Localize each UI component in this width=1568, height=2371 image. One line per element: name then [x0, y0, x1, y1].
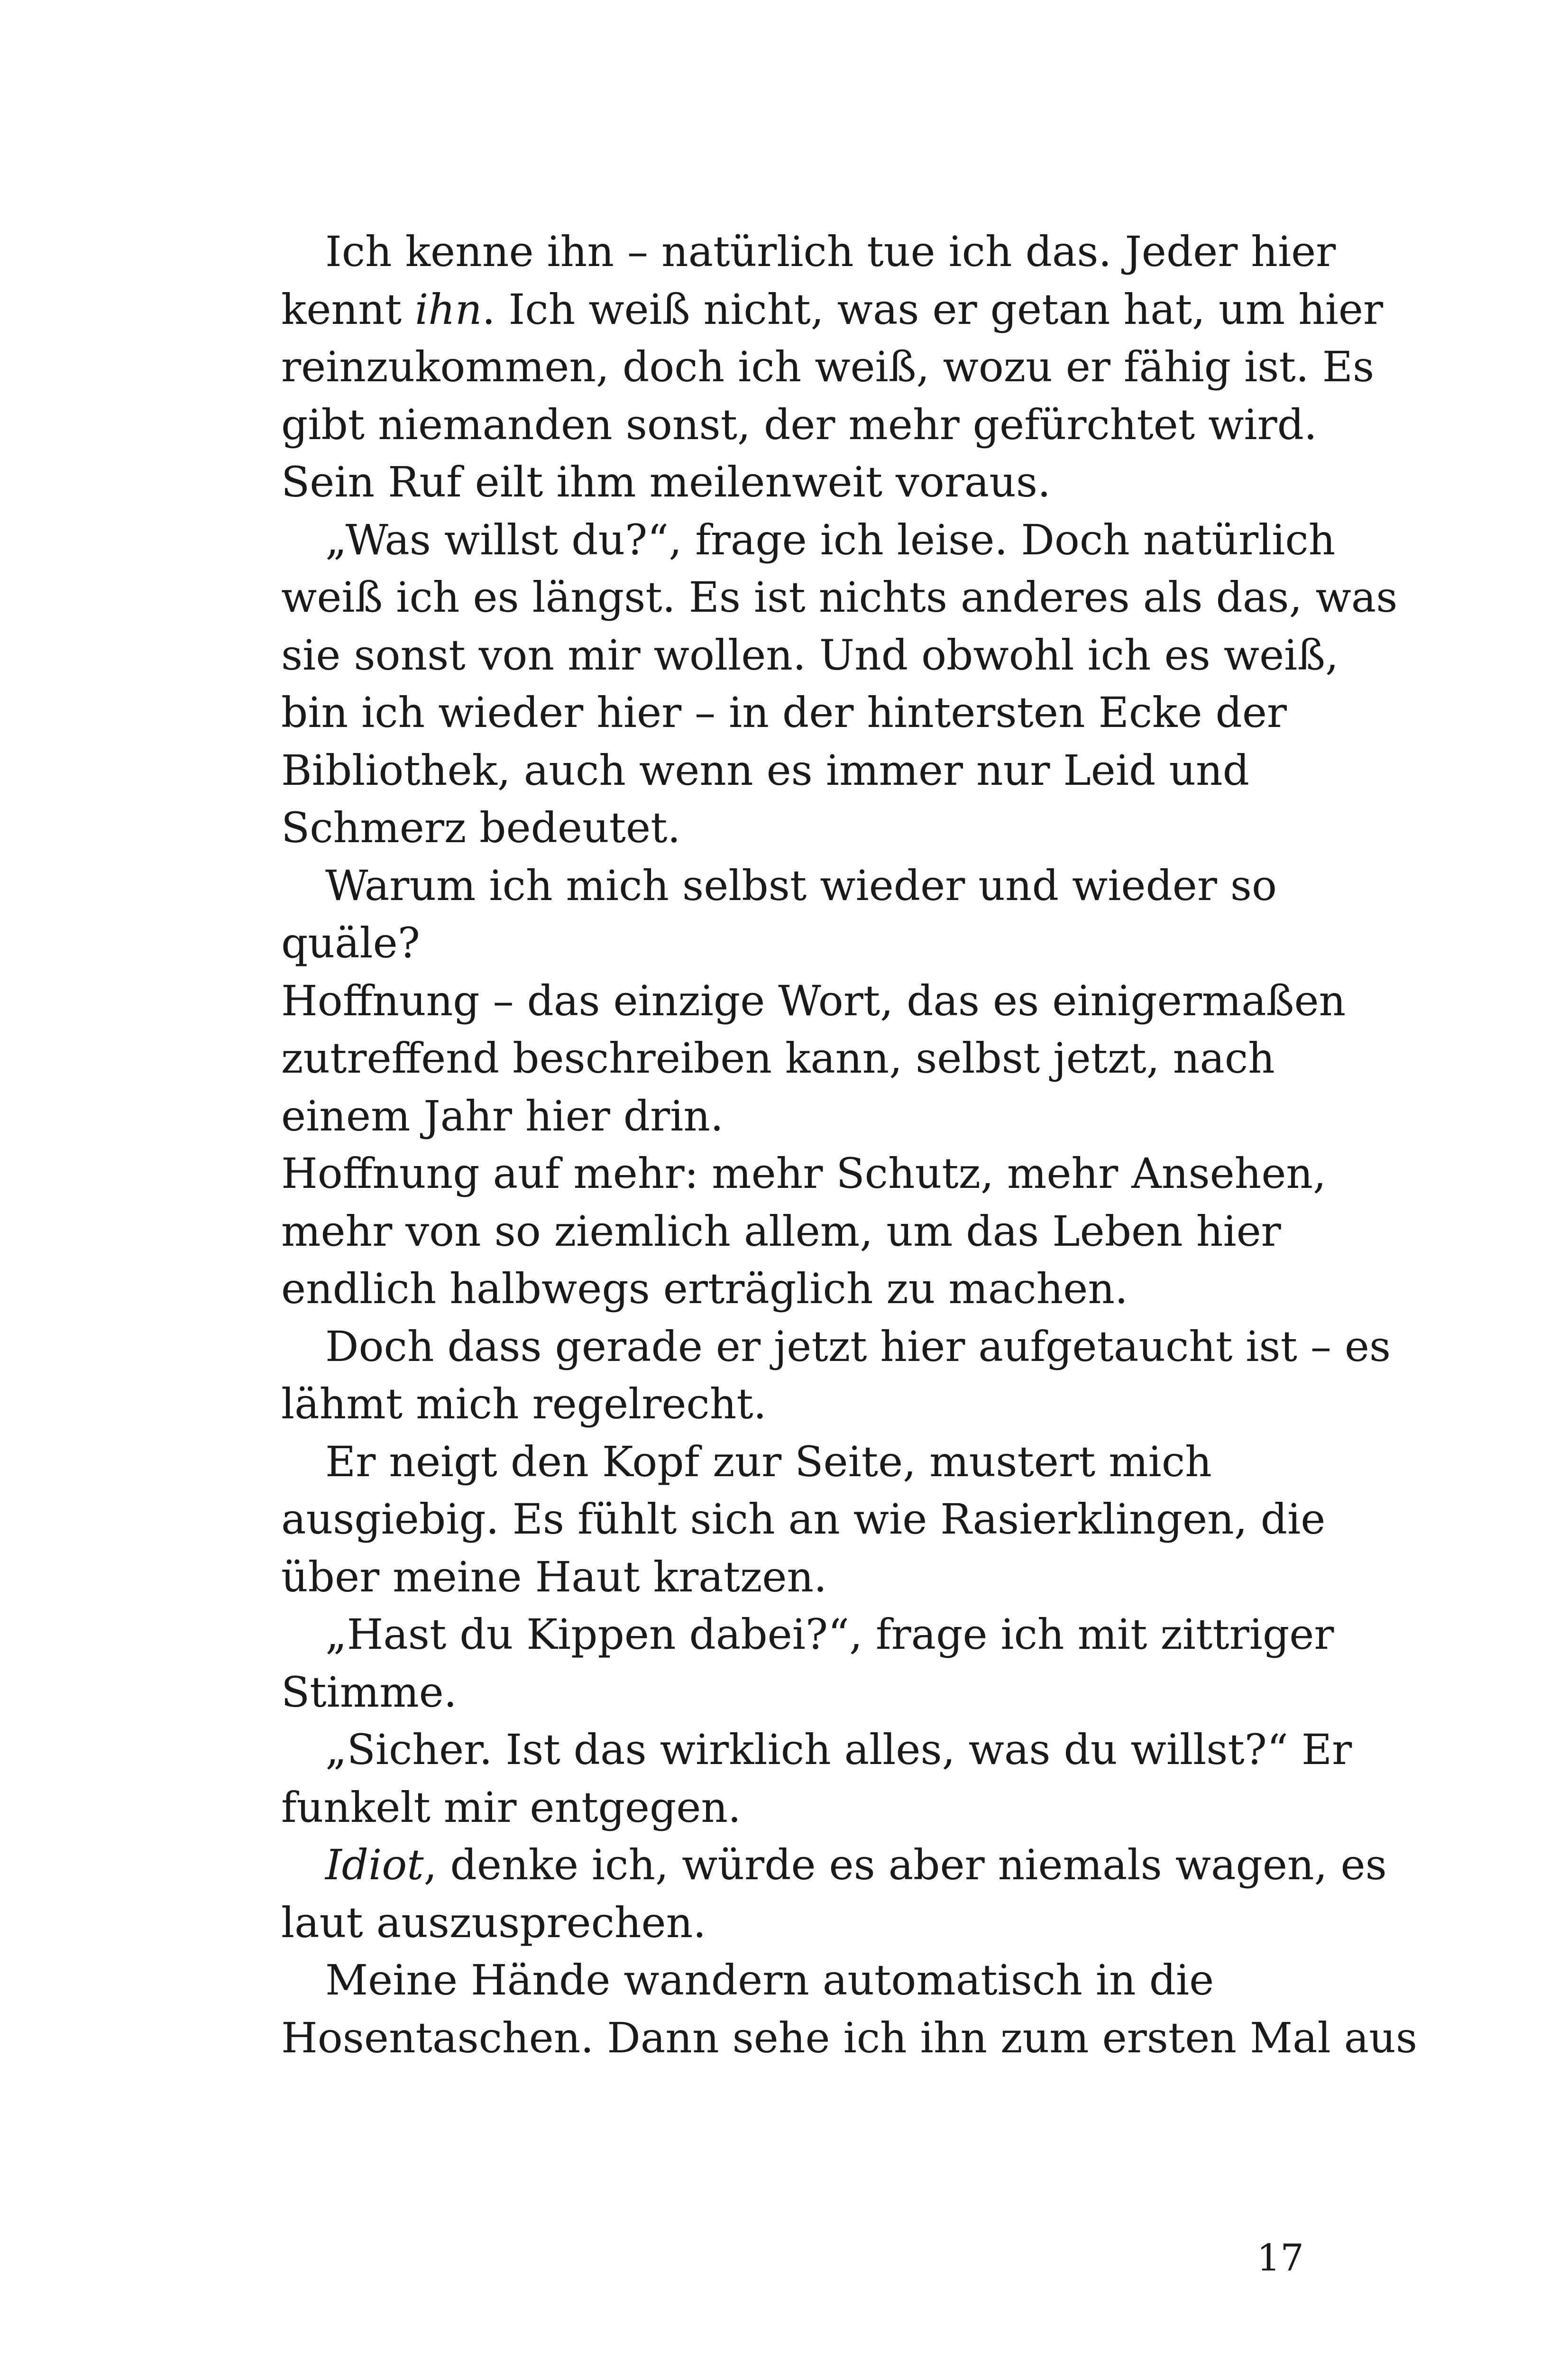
- emphasis-text: Idiot: [325, 1840, 424, 1889]
- text-segment: zutreffend beschreiben kann, selbst jetzt, nach: [281, 1034, 1275, 1083]
- text-line: [281, 1318, 1391, 1376]
- text-line: [281, 972, 1346, 1030]
- text-line: [281, 1490, 1343, 1548]
- text-segment: mehr von so ziemlich allem, um das Leben hier: [281, 1206, 1281, 1256]
- text-line: [281, 1260, 1343, 1318]
- text-line: [281, 684, 1343, 742]
- text-line: [281, 1145, 1343, 1203]
- text-segment: Stimme.: [281, 1667, 457, 1717]
- body-text: [281, 223, 1417, 2067]
- text-segment: Ich kenne ihn – natürlich tue ich das. Jeder hier: [325, 227, 1336, 276]
- text-segment: Hoffnung – das einzige Wort, das es einigermaßen: [281, 976, 1346, 1025]
- text-line: [281, 1087, 1343, 1145]
- text-line: [281, 1375, 1343, 1433]
- text-line: [281, 742, 1343, 800]
- text-segment: . Ich weiß nicht, was er getan hat, um hier: [482, 285, 1384, 334]
- text-segment: „Was willst du?“, frage ich leise. Doch natürlich: [325, 515, 1336, 564]
- text-segment: Bibliothek, auch wenn es immer nur Leid und: [281, 745, 1250, 795]
- text-line: [281, 1606, 1343, 1663]
- text-segment: laut auszusprechen.: [281, 1898, 706, 1947]
- text-segment: weiß ich es längst. Es ist nichts anderes als das, was: [281, 573, 1398, 622]
- text-line: [281, 857, 1343, 915]
- text-line: [281, 1894, 1343, 1952]
- text-segment: lähmt mich regelrecht.: [281, 1379, 767, 1428]
- text-segment: , denke ich, würde es aber niemals wagen, es: [423, 1840, 1387, 1889]
- text-segment: Sein Ruf eilt ihm meilenweit voraus.: [281, 458, 1051, 506]
- text-segment: bin ich wieder hier – in der hintersten Ecke der: [281, 688, 1287, 737]
- text-segment: Hosentaschen. Dann sehe ich ihn zum ersten Mal aus: [281, 2013, 1417, 2062]
- text-segment: über meine Haut kratzen.: [281, 1552, 827, 1601]
- text-line: [281, 1203, 1343, 1260]
- text-line: [281, 1029, 1343, 1087]
- text-segment: quäle?: [281, 919, 420, 967]
- text-segment: Warum ich mich selbst wieder und wieder so: [325, 861, 1277, 910]
- text-segment: Er neigt den Kopf zur Seite, mustert mich: [325, 1437, 1212, 1486]
- text-line: [281, 2009, 1417, 2067]
- text-segment: sie sonst von mir wollen. Und obwohl ich es weiß,: [281, 630, 1339, 680]
- text-line: [281, 626, 1343, 684]
- text-line: [281, 281, 1384, 339]
- text-segment: gibt niemanden sonst, der mehr gefürchtet wird.: [281, 400, 1317, 449]
- text-segment: einem Jahr hier drin.: [281, 1091, 724, 1140]
- text-segment: Meine Hände wandern automatisch in die: [325, 1956, 1214, 2004]
- text-line: [281, 1779, 1343, 1837]
- text-segment: ausgiebig. Es fühlt sich an wie Rasierklingen, die: [281, 1495, 1326, 1544]
- text-segment: kennt: [281, 285, 415, 334]
- text-segment: reinzukommen, doch ich weiß, wozu er fähig ist. Es: [281, 342, 1375, 391]
- text-line: [281, 1721, 1352, 1779]
- text-segment: „Sicher. Ist das wirklich alles, was du willst?“ Er: [325, 1725, 1352, 1774]
- text-segment: Doch dass gerade er jetzt hier aufgetaucht ist – es: [325, 1322, 1391, 1371]
- text-line: [281, 799, 1343, 857]
- text-line: [281, 338, 1375, 396]
- text-line: [281, 453, 1343, 511]
- text-line: [281, 396, 1343, 454]
- page-number: 17: [1256, 2237, 1304, 2279]
- text-line: [281, 569, 1398, 626]
- text-segment: funkelt mir entgegen.: [281, 1783, 742, 1832]
- text-segment: endlich halbwegs erträglich zu machen.: [281, 1264, 1128, 1313]
- text-line: [281, 223, 1343, 281]
- text-line: [281, 914, 1343, 972]
- emphasis-text: ihn: [415, 285, 482, 334]
- text-line: [281, 1548, 1343, 1606]
- text-segment: „Hast du Kippen dabei?“, frage ich mit zittriger: [325, 1610, 1334, 1659]
- text-line: [281, 1836, 1387, 1894]
- text-line: [281, 1663, 1343, 1721]
- text-segment: Hoffnung auf mehr: mehr Schutz, mehr Ansehen,: [281, 1149, 1327, 1198]
- text-line: [281, 1951, 1343, 2009]
- text-segment: Schmerz bedeutet.: [281, 803, 681, 852]
- text-line: [281, 511, 1343, 569]
- text-line: [281, 1433, 1343, 1491]
